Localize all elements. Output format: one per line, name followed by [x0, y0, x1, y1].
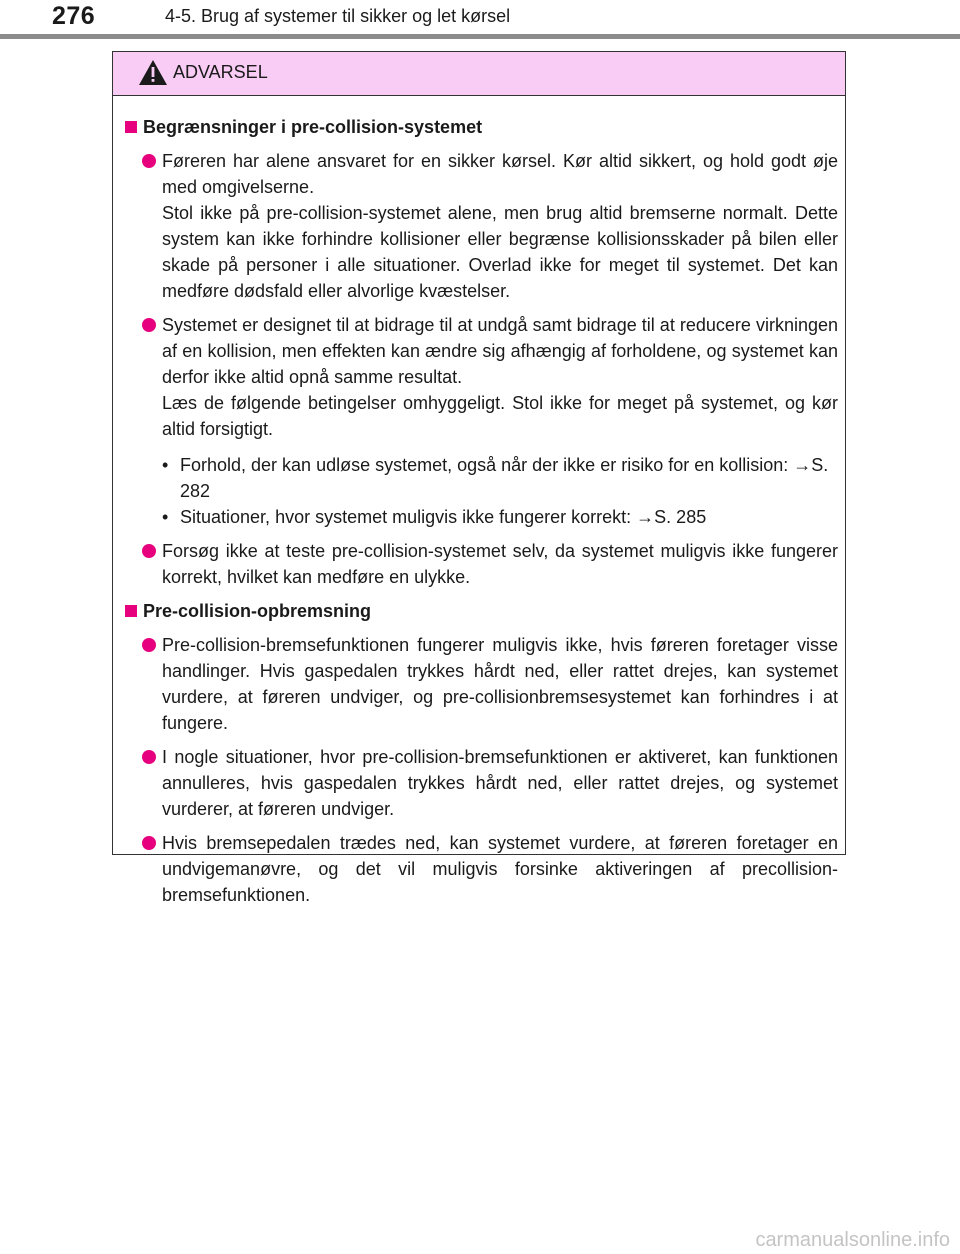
- sub-list-item: [162, 504, 838, 530]
- circle-bullet-icon: [142, 318, 156, 332]
- warning-box: [112, 51, 846, 905]
- item-paragraph: Hvis bremsepedalen trædes ned, kan systemet vurdere, at føreren foretager en undvigemanøvre, og det vil muligvis forsinke aktiveringen af precollision-bremsefunktionen.: [162, 833, 838, 905]
- sub-bullet-icon: •: [162, 507, 169, 527]
- list-item: [142, 632, 838, 736]
- square-bullet-icon: [125, 605, 137, 617]
- circle-bullet-icon: [142, 638, 156, 652]
- warning-body: [113, 96, 845, 908]
- warning-title: ADVARSEL: [173, 62, 268, 82]
- item-paragraph: Stol ikke på pre-collision-systemet alene, men brug altid bremserne normalt. Dette system kan ikke forhindre kollisioner eller begrænse kollisionsskader på bilen eller skade på personer i alle situationer. Overlad ikke for meget til systemet. Det kan medføre dødsfald eller alvorlige kvæstelser.: [162, 203, 838, 301]
- item-paragraph: Systemet er designet til at bidrage til at undgå samt bidrage til at reducere virkningen af en kollision, men effekten kan ændre sig afhængig af forholdene, og systemet kan derfor ikke altid opnå samme resultat.: [162, 315, 838, 387]
- item-paragraph: I nogle situationer, hvor pre-collision-bremsefunktionen er aktiveret, kan funktionen annulleres, hvis gaspedalen trykkes hårdt ned, eller rattet drejes, og systemet vurderer, at føreren undviger.: [162, 747, 838, 819]
- list-item: [142, 744, 838, 822]
- item-paragraph: Forsøg ikke at teste pre-collision-systemet selv, da systemet muligvis ikke fungerer korrekt, hvilket kan medføre en ulykke.: [162, 541, 838, 587]
- list-item: [142, 148, 838, 304]
- section-heading: [125, 598, 838, 624]
- circle-bullet-icon: [142, 750, 156, 764]
- page-header: [0, 0, 960, 40]
- item-paragraph: Pre-collision-bremsefunktionen fungerer muligvis ikke, hvis føreren foretager visse handlinger. Hvis gaspedalen trykkes hårdt ned, eller rattet drejes, kan systemet vurdere, at føreren undviger, og pre-collisionbremsesystemet kan forhindres i at fungere.: [162, 635, 838, 733]
- section-heading: [125, 114, 838, 140]
- warning-triangle-icon: [138, 59, 168, 86]
- square-bullet-icon: [125, 121, 137, 133]
- header-rule: [0, 34, 960, 39]
- circle-bullet-icon: [142, 544, 156, 558]
- section-title: 4-5. Brug af systemer til sikker og let kørsel: [165, 6, 511, 26]
- list-item: [142, 312, 838, 530]
- sub-list: [162, 452, 838, 530]
- item-paragraph: Læs de følgende betingelser omhyggeligt. Stol ikke for meget på systemet, og kør altid forsigtigt.: [162, 393, 838, 439]
- watermark: carmanualsonline.info: [755, 1229, 950, 1251]
- sub-list-item: [162, 452, 838, 504]
- sub-list-text: Forhold, der kan udløse systemet, også når der ikke er risiko for en kollision: →S. 282: [180, 455, 829, 501]
- section-heading-text: Begrænsninger i pre-collision-systemet: [143, 117, 483, 137]
- sub-bullet-icon: •: [162, 455, 169, 475]
- list-item: [142, 830, 838, 908]
- circle-bullet-icon: [142, 836, 156, 850]
- list-item: [142, 538, 838, 590]
- circle-bullet-icon: [142, 154, 156, 168]
- page-number: 276: [52, 2, 96, 30]
- sub-list-text: Situationer, hvor systemet muligvis ikke fungerer korrekt: →S. 285: [180, 507, 707, 527]
- item-paragraph: Føreren har alene ansvaret for en sikker kørsel. Kør altid sikkert, og hold godt øje med omgivelserne.: [162, 151, 838, 197]
- warning-header: [113, 52, 845, 96]
- section-heading-text: Pre-collision-opbremsning: [143, 601, 372, 621]
